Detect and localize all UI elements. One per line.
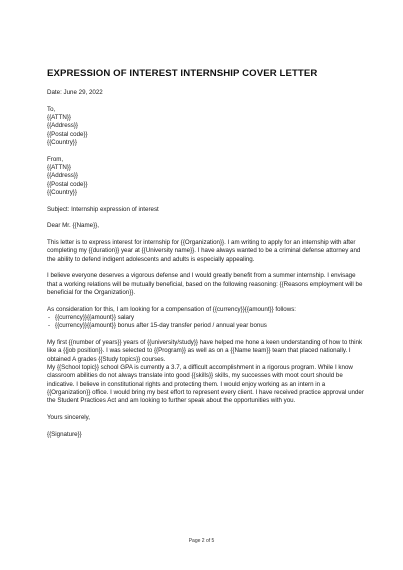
paragraph-gpa: My {{School topic}} school GPA is currently a 3.7, a difficult accomplishment in a rigorous program. While I know classroom abilities do not always translate into good {{skills}} skills, my successes with moot court should be indicative. I believe in constitutional rights and protecting them. I would enjoy working as an intern in a {{Organization}} office. I would bring my best effort to represent every client. I have received practice approval under the Student Practices Act and am looking to further speak about the opportunities with you. xyxy=(47,363,364,405)
address-line: {{ATTN}} xyxy=(47,164,71,171)
address-line: {{ATTN}} xyxy=(47,113,71,121)
letter-date: Date: June 29, 2022 xyxy=(47,89,103,96)
recipient-address xyxy=(47,106,365,148)
list-item: - {{currency}}{{amount}} bonus after 15-day transfer period / annual year bonus xyxy=(55,322,365,330)
subject-line: Subject: Internship expression of interest xyxy=(47,205,159,213)
paragraph-belief: I believe everyone deserves a vigorous defense and I would greatly benefit from a summer internship. I envisage that a working relations will be mutually beneficial, based on the following reasoning: {{Reasons employment will be beneficial for the Organization}}. xyxy=(47,272,363,296)
paragraph-experience: My first {{number of years}} years of {{university/study}} have helped me hone a keen understanding of how to think like a {{job position}}. I was selected to {{Program}} as well as on a {{Name team}} team that placed nationally. I obtained A grades {{Study topics}} courses. xyxy=(47,338,363,363)
page-title: EXPRESSION OF INTEREST INTERNSHIP COVER LETTER xyxy=(47,68,318,79)
list-item: - {{currency}}{{amount}} salary xyxy=(55,314,365,322)
paragraph-compensation: As consideration for this, I am looking for a compensation of {{currency}}{{amount}} follows: xyxy=(47,305,297,313)
paragraph-intro: This letter is to express interest for internship for {{Organization}}. I am writing to apply for an internship with after completing my {{duration}} year at {{University name}}. I have always wanted to be a criminal defense attorney and the ability to defend indigent adolescents and adults is especially appealing. xyxy=(47,238,361,263)
address-line: To, xyxy=(47,105,56,113)
sender-address xyxy=(47,156,365,198)
compensation-list xyxy=(47,314,365,331)
page-number: Page 2 of 5 xyxy=(188,538,215,544)
address-line: {{Postal code}} xyxy=(47,130,88,138)
address-line: {{Country}} xyxy=(47,139,77,147)
address-line: From, xyxy=(47,155,64,163)
address-line: {{Address}} xyxy=(47,172,78,180)
closing: Yours sincerely, xyxy=(47,413,90,421)
address-line: {{Address}} xyxy=(47,122,78,130)
address-line: {{Country}} xyxy=(47,189,77,197)
signature: {{Signature}} xyxy=(47,430,82,438)
salutation: Dear Mr. {{Name}}, xyxy=(47,222,99,230)
address-line: {{Postal code}} xyxy=(47,180,88,188)
letter-body xyxy=(47,68,365,439)
